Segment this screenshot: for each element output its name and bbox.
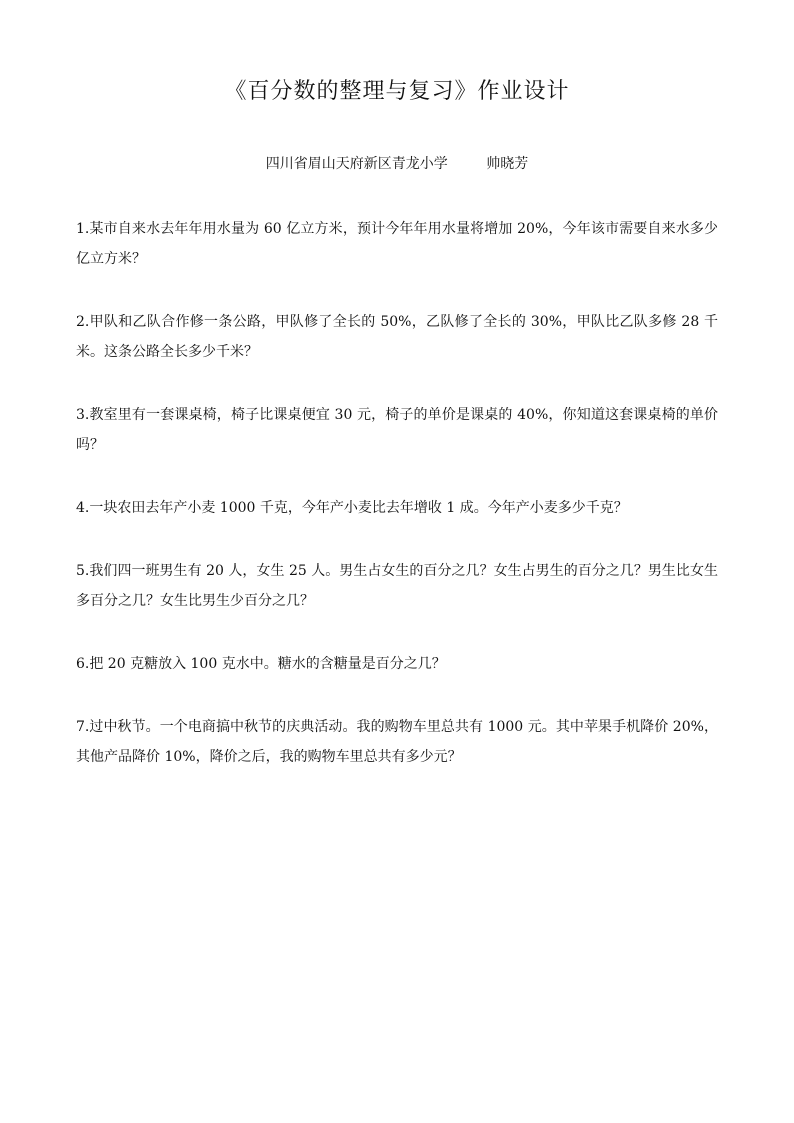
question-text: 甲队和乙队合作修一条公路，甲队修了全长的 50%，乙队修了全长的 30%，甲队比乙队多修 28 千米。这条公路全长多少千米？ — [76, 314, 718, 360]
author-school: 四川省眉山天府新区青龙小学 — [265, 156, 448, 172]
question-list — [76, 214, 718, 805]
question-item — [76, 493, 718, 523]
question-text: 一块农田去年产小麦 1000 千克，今年产小麦比去年增收 1 成。今年产小麦多少千克？ — [89, 500, 628, 516]
question-number: 6. — [76, 656, 90, 672]
question-number: 2. — [76, 314, 90, 330]
question-item — [76, 649, 718, 679]
question-number: 1. — [76, 221, 90, 237]
question-item — [76, 214, 718, 274]
document-title: 《百分数的整理与复习》作业设计 — [224, 79, 570, 104]
question-text: 教室里有一套课桌椅，椅子比课桌便宜 30 元，椅子的单价是课桌的 40%，你知道这套课桌椅的单价吗？ — [76, 407, 718, 453]
question-text: 某市自来水去年年用水量为 60 亿立方米，预计今年年用水量将增加 20%，今年该市需要自来水多少亿立方米？ — [76, 221, 718, 267]
author-name: 帅晓芳 — [486, 156, 529, 172]
question-number: 5. — [76, 563, 90, 579]
question-text: 过中秋节。一个电商搞中秋节的庆典活动。我的购物车里总共有 1000 元。其中苹果手机降价 20%，其他产品降价 10%，降价之后，我的购物车里总共有多少元？ — [76, 719, 718, 765]
question-item — [76, 400, 718, 460]
question-item — [76, 712, 718, 772]
question-text: 我们四一班男生有 20 人，女生 25 人。男生占女生的百分之几？女生占男生的百分之几？男生比女生多百分之几？女生比男生少百分之几？ — [76, 563, 718, 609]
author-line — [0, 152, 794, 176]
question-item — [76, 556, 718, 616]
question-text: 把 20 克糖放入 100 克水中。糖水的含糖量是百分之几？ — [89, 656, 446, 672]
question-number: 7. — [76, 719, 90, 735]
question-item — [76, 307, 718, 367]
question-number: 3. — [76, 407, 90, 423]
question-number: 4. — [76, 500, 90, 516]
